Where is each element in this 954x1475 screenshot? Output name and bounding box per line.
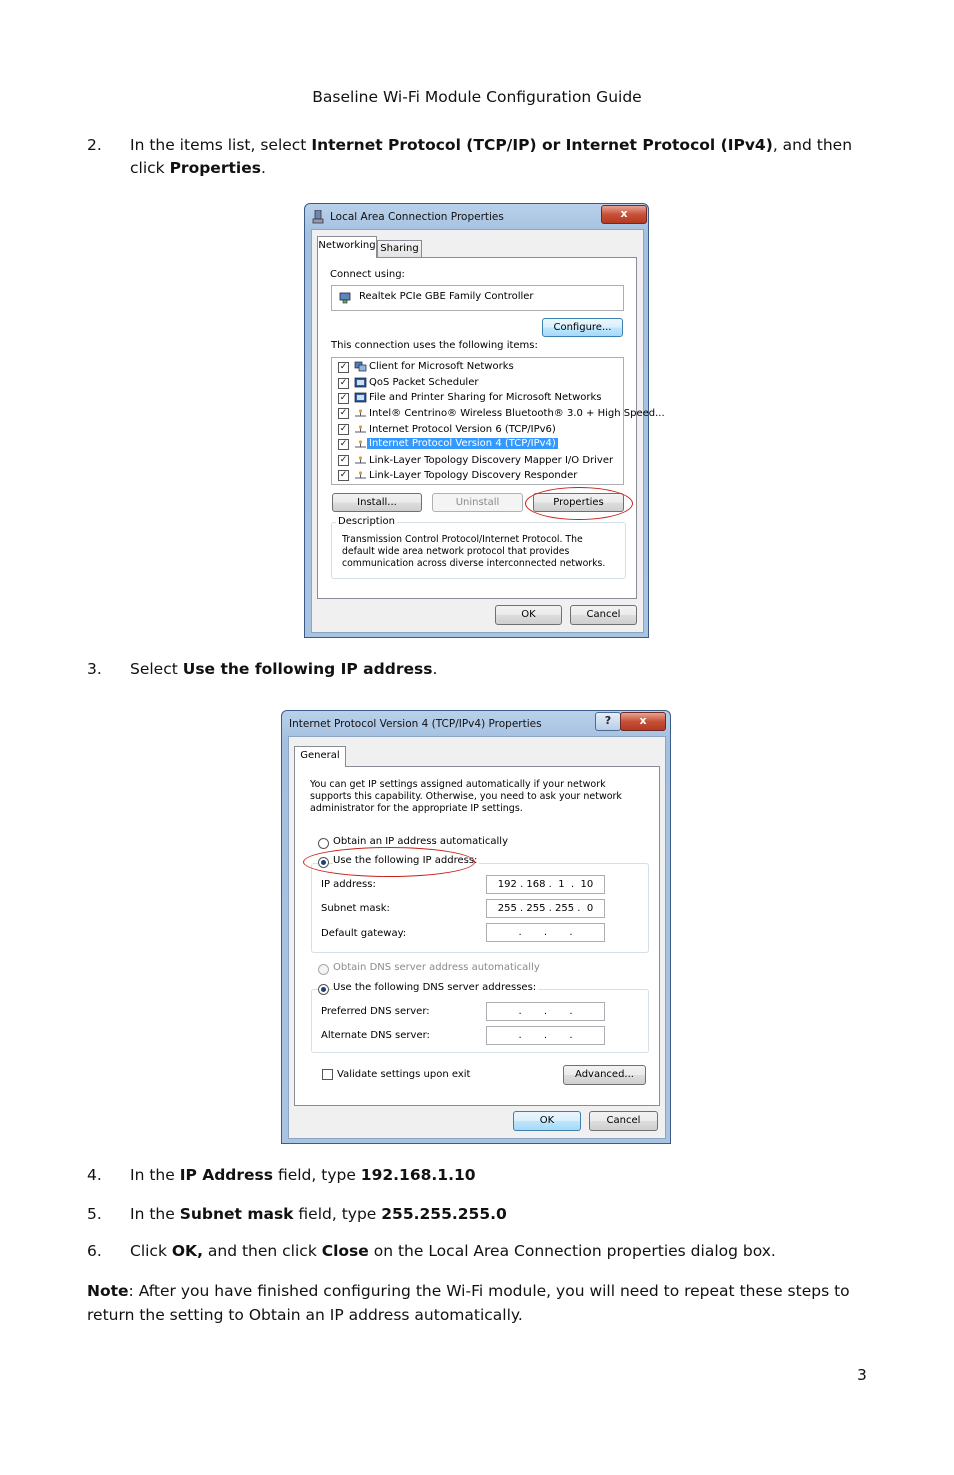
step-text: Select xyxy=(130,660,183,678)
step-text: In the xyxy=(130,1166,180,1184)
item-checkbox[interactable]: ✓ xyxy=(339,362,348,372)
obtain-dns-label: Obtain DNS server address automatically xyxy=(333,962,540,973)
validate-checkbox[interactable] xyxy=(322,1069,333,1080)
items-list[interactable] xyxy=(331,357,665,485)
obtain-ip-radio[interactable] xyxy=(318,838,329,849)
step-text: In the items list, select xyxy=(130,136,312,154)
step-bold: OK, xyxy=(171,1242,203,1260)
step-text: . xyxy=(432,660,438,678)
connect-using-label: Connect using: xyxy=(330,269,405,280)
dialog-title: Local Area Connection Properties xyxy=(330,211,504,223)
network-adapter-icon xyxy=(312,210,324,224)
note-text: : After you have finished configuring the Wi-Fi module, you will need to repeat these steps to return the setting to Obtain an IP address automatically. xyxy=(87,1282,850,1324)
properties-button[interactable]: Properties xyxy=(533,493,624,512)
description-text: Transmission Control Protocol/Internet Protocol. The default wide area network protocol that provides communication across diverse interconnected networks. xyxy=(342,534,606,569)
dialog-titlebar xyxy=(305,204,648,230)
step-bold: IP Address xyxy=(179,1166,274,1184)
step-bold: Properties xyxy=(169,159,261,177)
item-checkbox[interactable]: ✓ xyxy=(339,378,348,388)
protocol-icon xyxy=(354,439,367,450)
alternate-dns-label: Alternate DNS server: xyxy=(321,1030,430,1041)
item-checkbox[interactable]: ✓ xyxy=(339,439,348,449)
step-text: and then click xyxy=(202,1242,322,1260)
protocol-icon xyxy=(354,470,367,481)
step-text: , and then click xyxy=(130,136,853,177)
step-4 xyxy=(87,1164,867,1187)
item-checkbox[interactable]: ✓ xyxy=(339,424,348,434)
step-number: 2. xyxy=(87,136,102,154)
install-button[interactable]: Install... xyxy=(332,493,422,512)
list-item[interactable]: QoS Packet Scheduler xyxy=(369,377,479,388)
dialog-titlebar xyxy=(282,711,670,737)
step-text: field, type xyxy=(293,1205,382,1223)
list-item[interactable]: Client for Microsoft Networks xyxy=(369,361,514,372)
page-number: 3 xyxy=(857,1366,867,1384)
list-item[interactable]: File and Printer Sharing for Microsoft Networks xyxy=(369,392,602,403)
local-area-connection-dialog xyxy=(304,203,665,638)
qos-icon xyxy=(354,377,367,388)
step-bold: 192.168.1.10 xyxy=(360,1166,476,1184)
general-panel xyxy=(294,766,660,1106)
protocol-icon xyxy=(354,424,367,435)
step-number: 4. xyxy=(87,1166,102,1184)
step-bold: Close xyxy=(321,1242,369,1260)
obtain-ip-label: Obtain an IP address automatically xyxy=(333,836,509,847)
step-2 xyxy=(87,134,867,180)
note-label: Note xyxy=(87,1282,129,1300)
subnet-mask-label: Subnet mask: xyxy=(321,903,390,914)
step-number: 6. xyxy=(87,1242,102,1260)
configure-button[interactable]: Configure... xyxy=(542,318,623,337)
preferred-dns-field[interactable]: . . . xyxy=(486,1002,605,1021)
close-button[interactable]: x xyxy=(620,712,666,731)
ipv4-properties-dialog xyxy=(281,710,671,1144)
list-item[interactable]: Link-Layer Topology Discovery Responder xyxy=(369,470,578,481)
dialog-title: Internet Protocol Version 4 (TCP/IPv4) Properties xyxy=(289,718,542,730)
cancel-button[interactable]: Cancel xyxy=(570,605,637,625)
step-3 xyxy=(87,658,867,681)
ip-address-field[interactable]: 192 . 168 . 1 . 10 xyxy=(486,875,605,894)
obtain-dns-radio[interactable] xyxy=(318,964,329,975)
dialog-client xyxy=(311,229,665,633)
item-checkbox[interactable]: ✓ xyxy=(339,408,348,418)
adapter-field xyxy=(331,285,624,311)
cancel-button[interactable]: Cancel xyxy=(589,1111,658,1131)
highlight-circle xyxy=(303,847,475,877)
step-bold: Internet Protocol (TCP/IP) or Internet Protocol (IPv4) xyxy=(311,136,773,154)
list-item[interactable]: Internet Protocol Version 6 (TCP/IPv6) xyxy=(369,424,556,435)
step-5 xyxy=(87,1203,867,1226)
networking-panel xyxy=(317,257,665,599)
ok-button[interactable]: OK xyxy=(513,1111,581,1131)
use-following-dns-radio[interactable] xyxy=(318,984,329,995)
client-icon xyxy=(354,361,367,372)
step-text: on the Local Area Connection properties dialog box. xyxy=(368,1242,776,1260)
use-following-dns-label: Use the following DNS server addresses: xyxy=(333,982,537,993)
default-gateway-label: Default gateway: xyxy=(321,928,407,939)
step-number: 5. xyxy=(87,1205,102,1223)
step-number: 3. xyxy=(87,660,102,678)
adapter-name: Realtek PCIe GBE Family Controller xyxy=(359,291,534,302)
step-bold: 255.255.255.0 xyxy=(381,1205,507,1223)
default-gateway-field[interactable]: . . . xyxy=(486,923,605,942)
help-button[interactable]: ? xyxy=(595,712,621,731)
step-6 xyxy=(87,1240,867,1263)
highlight-circle xyxy=(525,487,633,520)
tab-networking[interactable]: Networking xyxy=(317,236,377,258)
step-bold: Subnet mask xyxy=(179,1205,294,1223)
preferred-dns-label: Preferred DNS server: xyxy=(321,1006,430,1017)
advanced-button[interactable]: Advanced... xyxy=(563,1065,646,1085)
step-text: In the xyxy=(130,1205,180,1223)
tab-sharing[interactable]: Sharing xyxy=(377,240,422,258)
description-label: Description xyxy=(338,516,395,527)
item-checkbox[interactable]: ✓ xyxy=(339,455,348,465)
step-text: . xyxy=(260,159,266,177)
adapter-icon xyxy=(338,292,352,304)
intro-text: You can get IP settings assigned automatically if your network supports this capability. Otherwise, you need to ask your network administrator for the appropriate IP settings. xyxy=(310,779,622,814)
ok-button[interactable]: OK xyxy=(495,605,562,625)
validate-label: Validate settings upon exit xyxy=(337,1069,471,1080)
tab-general[interactable]: General xyxy=(294,746,346,767)
dialog-client xyxy=(288,736,666,1139)
item-checkbox[interactable]: ✓ xyxy=(339,470,348,480)
item-checkbox[interactable]: ✓ xyxy=(339,393,348,403)
list-item-selected-ipv4[interactable]: Internet Protocol Version 4 (TCP/IPv4) xyxy=(369,438,556,449)
list-item[interactable]: Intel® Centrino® Wireless Bluetooth® 3.0 + High Speed... xyxy=(369,408,665,419)
file-sharing-icon xyxy=(354,392,367,403)
step-bold: Use the following IP address xyxy=(182,660,433,678)
page-header: Baseline Wi-Fi Module Configuration Guide xyxy=(312,88,642,106)
ip-address-label: IP address: xyxy=(321,879,376,890)
subnet-mask-field[interactable]: 255 . 255 . 255 . 0 xyxy=(486,899,605,918)
items-label: This connection uses the following items: xyxy=(331,340,538,351)
protocol-icon xyxy=(354,455,367,466)
uninstall-button[interactable]: Uninstall xyxy=(432,493,523,512)
step-text: field, type xyxy=(273,1166,361,1184)
note-paragraph xyxy=(87,1279,877,1327)
alternate-dns-field[interactable]: . . . xyxy=(486,1026,605,1045)
close-button[interactable]: x xyxy=(601,205,647,224)
use-following-ip-label: Use the following IP address: xyxy=(333,855,478,866)
list-item[interactable]: Link-Layer Topology Discovery Mapper I/O Driver xyxy=(369,455,614,466)
protocol-icon xyxy=(354,408,367,419)
step-text: Click xyxy=(130,1242,172,1260)
